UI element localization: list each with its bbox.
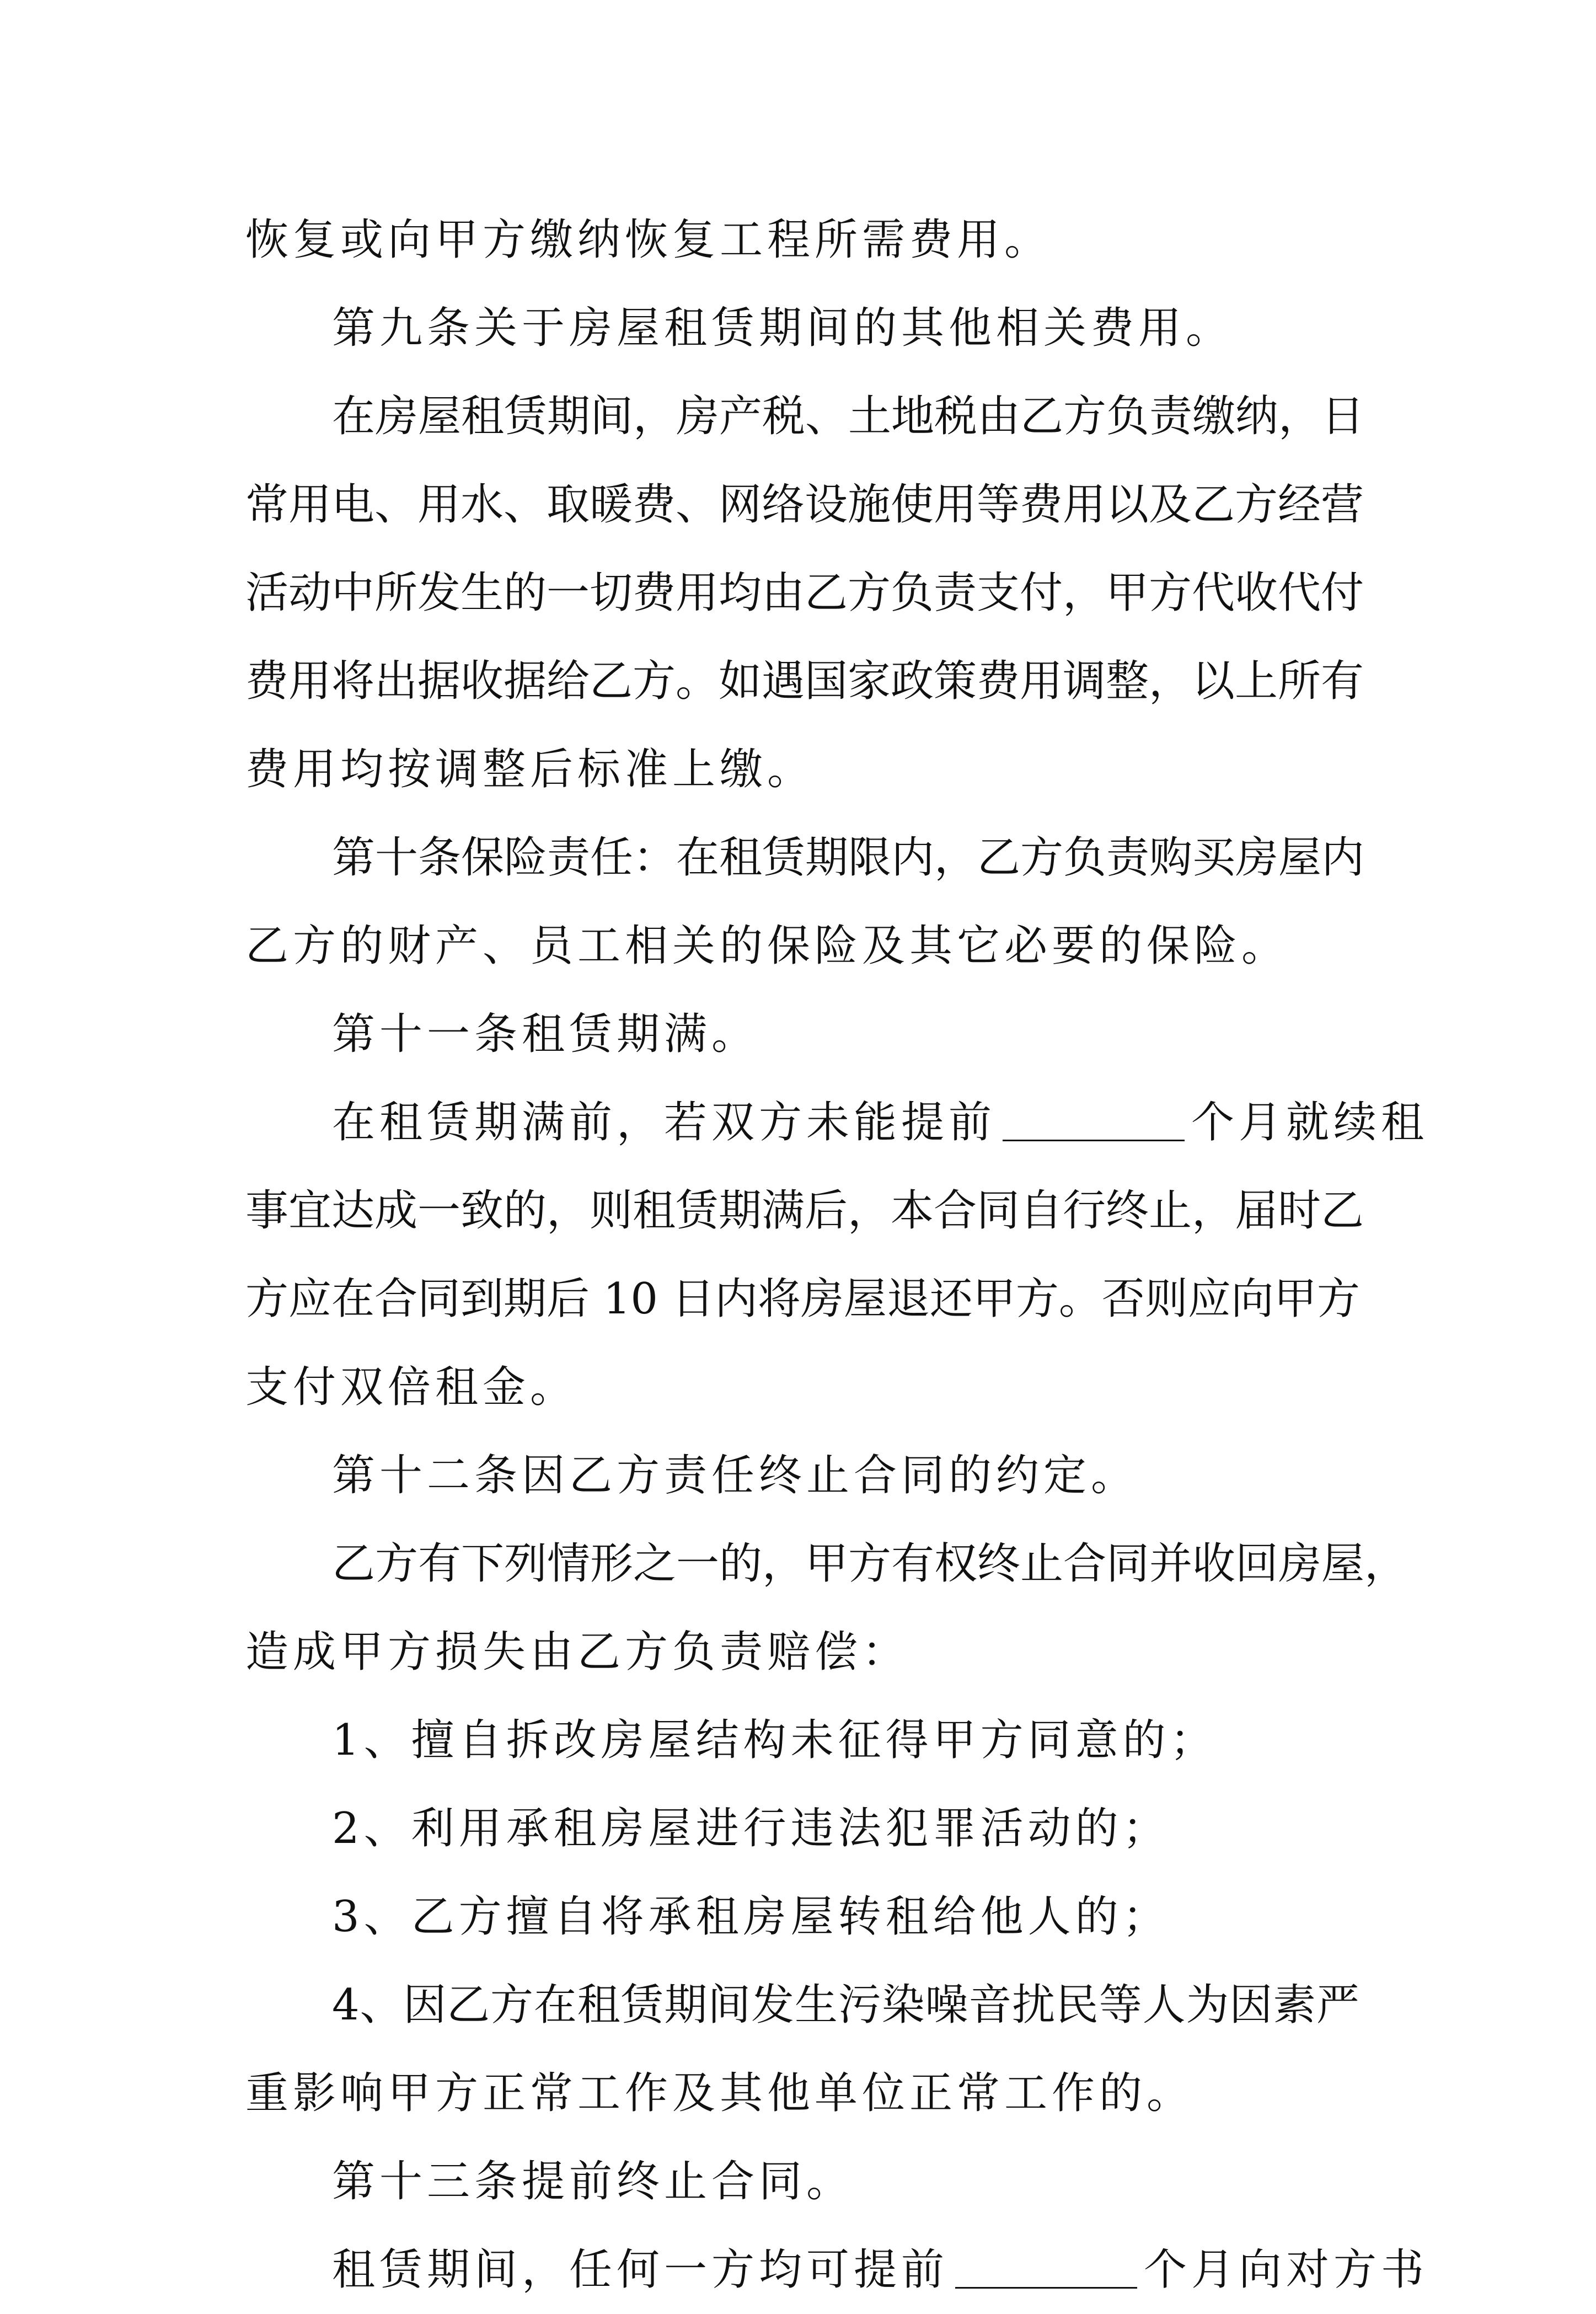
text-segment: 个月向对方书 bbox=[1144, 2245, 1429, 2295]
paragraph-line: 造成甲方损失由乙方负责赔偿： bbox=[245, 1627, 910, 1677]
paragraph-line: 活动中所发生的一切费用均由乙方负责支付，甲方代收代付 bbox=[245, 568, 1364, 618]
article-heading-12: 第十二条因乙方责任终止合同的约定。 bbox=[332, 1451, 1139, 1500]
paragraph-line: 费用将出据收据给乙方。如遇国家政策费用调整，以上所有 bbox=[245, 656, 1364, 706]
paragraph-line: 支付双倍租金。 bbox=[245, 1362, 578, 1412]
paragraph-line: 在房屋租赁期间，房产税、土地税由乙方负责缴纳，日 bbox=[332, 392, 1365, 441]
paragraph-line-with-blank bbox=[332, 2226, 1428, 2314]
fill-in-blank bbox=[1003, 1101, 1185, 1141]
paragraph-line: 乙方的财产、员工相关的保险及其它必要的保险。 bbox=[245, 921, 1289, 971]
paragraph-line: 乙方有下列情形之一的，甲方有权终止合同并收回房屋， bbox=[332, 1539, 1408, 1589]
list-item: 3、乙方擅自将承租房屋转租给他人的； bbox=[332, 1892, 1170, 1942]
paragraph-line: 方应在合同到期后 10 日内将房屋退还甲方。否则应向甲方 bbox=[245, 1274, 1360, 1324]
paragraph-line: 事宜达成一致的，则租赁期满后，本合同自行终止，届时乙 bbox=[245, 1186, 1364, 1236]
paragraph-line: 恢复或向甲方缴纳恢复工程所需费用。 bbox=[245, 215, 1052, 265]
paragraph-line-with-blank bbox=[332, 1078, 1428, 1167]
article-heading-11: 第十一条租赁期满。 bbox=[332, 1009, 759, 1059]
paragraph-line: 重影响甲方正常工作及其他单位正常工作的。 bbox=[245, 2069, 1195, 2118]
list-item: 2、利用承租房屋进行违法犯罪活动的； bbox=[332, 1804, 1170, 1853]
fill-in-blank bbox=[955, 2248, 1137, 2289]
paragraph-line: 常用电、用水、取暖费、网络设施使用等费用以及乙方经营 bbox=[245, 480, 1364, 530]
list-item: 1、擅自拆改房屋结构未征得甲方同意的； bbox=[332, 1716, 1218, 1765]
text-segment: 在租赁期满前，若双方未能提前 bbox=[332, 1098, 997, 1147]
text-segment: 租赁期间，任何一方均可提前 bbox=[332, 2245, 949, 2295]
article-heading-9: 第九条关于房屋租赁期间的其他相关费用。 bbox=[332, 303, 1234, 353]
article-heading-13: 第十三条提前终止合同。 bbox=[332, 2157, 854, 2206]
article-heading-10: 第十条保险责任：在租赁期限内，乙方负责购买房屋内 bbox=[332, 833, 1365, 883]
list-item: 4、因乙方在租赁期间发生污染噪音扰民等人为因素严 bbox=[332, 1980, 1359, 2030]
paragraph-line: 费用均按调整后标准上缴。 bbox=[245, 745, 815, 794]
text-segment: 个月就续租 bbox=[1191, 1098, 1429, 1147]
